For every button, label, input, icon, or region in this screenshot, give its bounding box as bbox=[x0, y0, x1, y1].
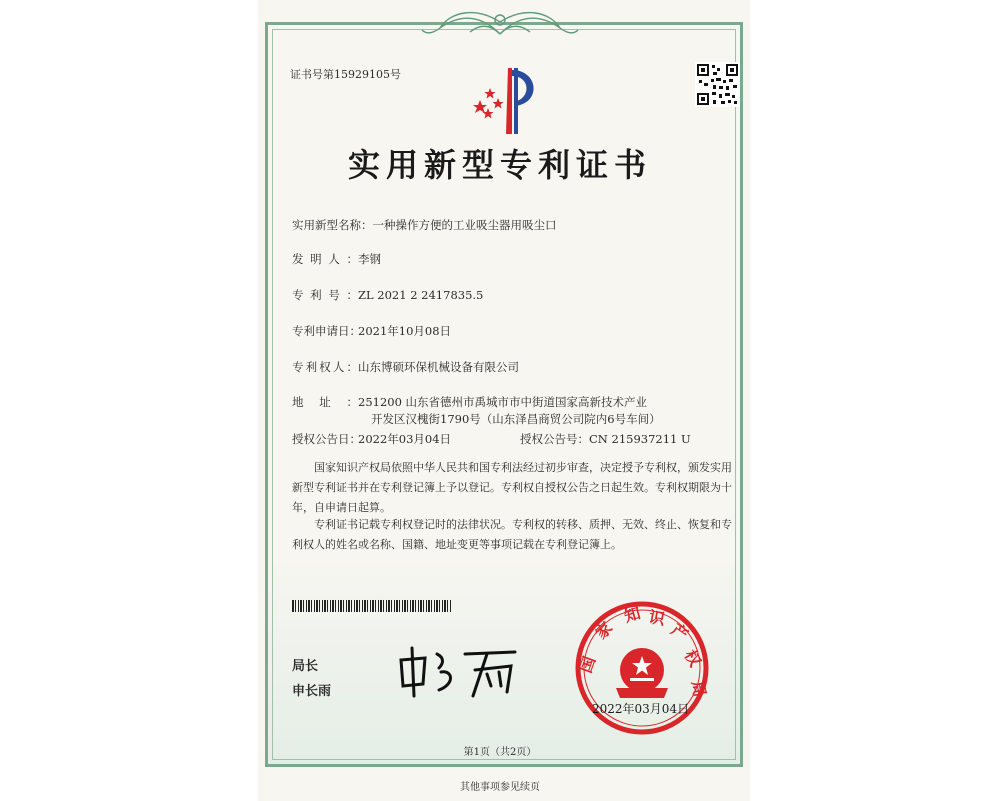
certificate-title: 实用新型专利证书 bbox=[347, 146, 652, 184]
grant-date-value: 2022年03月04日 bbox=[358, 432, 452, 446]
director-name: 申长雨 bbox=[292, 684, 332, 699]
inventor-label: 发明人： bbox=[292, 252, 358, 266]
patentee-value: 山东博硕环保机械设备有限公司 bbox=[358, 360, 519, 374]
ornament-icon bbox=[420, 4, 580, 40]
patent-number-value: ZL 2021 2 2417835.5 bbox=[358, 288, 484, 302]
svg-text:国: 国 bbox=[575, 653, 600, 676]
grant-number-value: CN 215937211 U bbox=[589, 432, 691, 446]
address-label: 地址： bbox=[292, 395, 358, 409]
field-patent-number bbox=[292, 287, 483, 303]
handwritten-signature-icon bbox=[395, 640, 525, 700]
field-application-date bbox=[292, 323, 451, 339]
cnipa-logo-icon bbox=[468, 62, 548, 138]
svg-text:家: 家 bbox=[591, 618, 617, 643]
field-grant-date bbox=[292, 431, 451, 447]
field-grant-number bbox=[520, 431, 691, 447]
grant-number-label: 授权公告号： bbox=[520, 432, 589, 446]
address-line-2: 开发区汉槐街1790号（山东泽昌商贸公司院内6号车间） bbox=[371, 412, 661, 426]
patentee-label: 专利权人： bbox=[292, 360, 358, 374]
field-patentee bbox=[292, 359, 519, 375]
utility-name-value: 一种操作方便的工业吸尘器用吸尘口 bbox=[372, 218, 557, 232]
official-seal-icon bbox=[572, 598, 712, 738]
svg-text:局: 局 bbox=[688, 679, 710, 699]
svg-text:识: 识 bbox=[647, 607, 667, 629]
address-line-1: 251200 山东省德州市禹城市市中街道国家高新技术产业 bbox=[358, 395, 648, 409]
seal-date: 2022年03月04日 bbox=[592, 702, 690, 716]
field-utility-name bbox=[292, 217, 557, 233]
inventor-value: 李钢 bbox=[358, 252, 381, 266]
application-date-label: 专利申请日： bbox=[292, 324, 361, 338]
paragraph-legal-status: 专利证书记载专利权登记时的法律状况。专利权的转移、质押、无效、终止、恢复和专利权人的姓名或名称、国籍、地址变更等事项记载在专利登记簿上。 bbox=[292, 518, 732, 551]
paragraph-grant-statement: 国家知识产权局依照中华人民共和国专利法经过初步审查，决定授予专利权，颁发实用新型专利证书并在专利登记簿上予以登记。专利权自授权公告之日起生效。专利权期限为十年，自申请日起算。 bbox=[292, 461, 732, 514]
qr-code-icon bbox=[695, 62, 740, 107]
svg-text:权: 权 bbox=[680, 646, 705, 670]
director-title: 局长 bbox=[292, 659, 319, 674]
grant-date-label: 授权公告日： bbox=[292, 432, 361, 446]
utility-name-label: 实用新型名称： bbox=[292, 218, 373, 232]
field-address bbox=[292, 394, 647, 410]
continuation-note: 其他事项参见续页 bbox=[460, 782, 540, 793]
svg-text:产: 产 bbox=[667, 619, 692, 645]
page-indicator: 第1页（共2页） bbox=[463, 747, 537, 758]
field-inventor bbox=[292, 251, 381, 267]
patent-number-label: 专利号： bbox=[292, 288, 358, 302]
application-date-value: 2021年10月08日 bbox=[358, 324, 452, 338]
certificate-number: 证书号第15929105号 bbox=[290, 68, 401, 81]
barcode-icon bbox=[292, 600, 454, 612]
svg-text:知: 知 bbox=[622, 603, 643, 626]
